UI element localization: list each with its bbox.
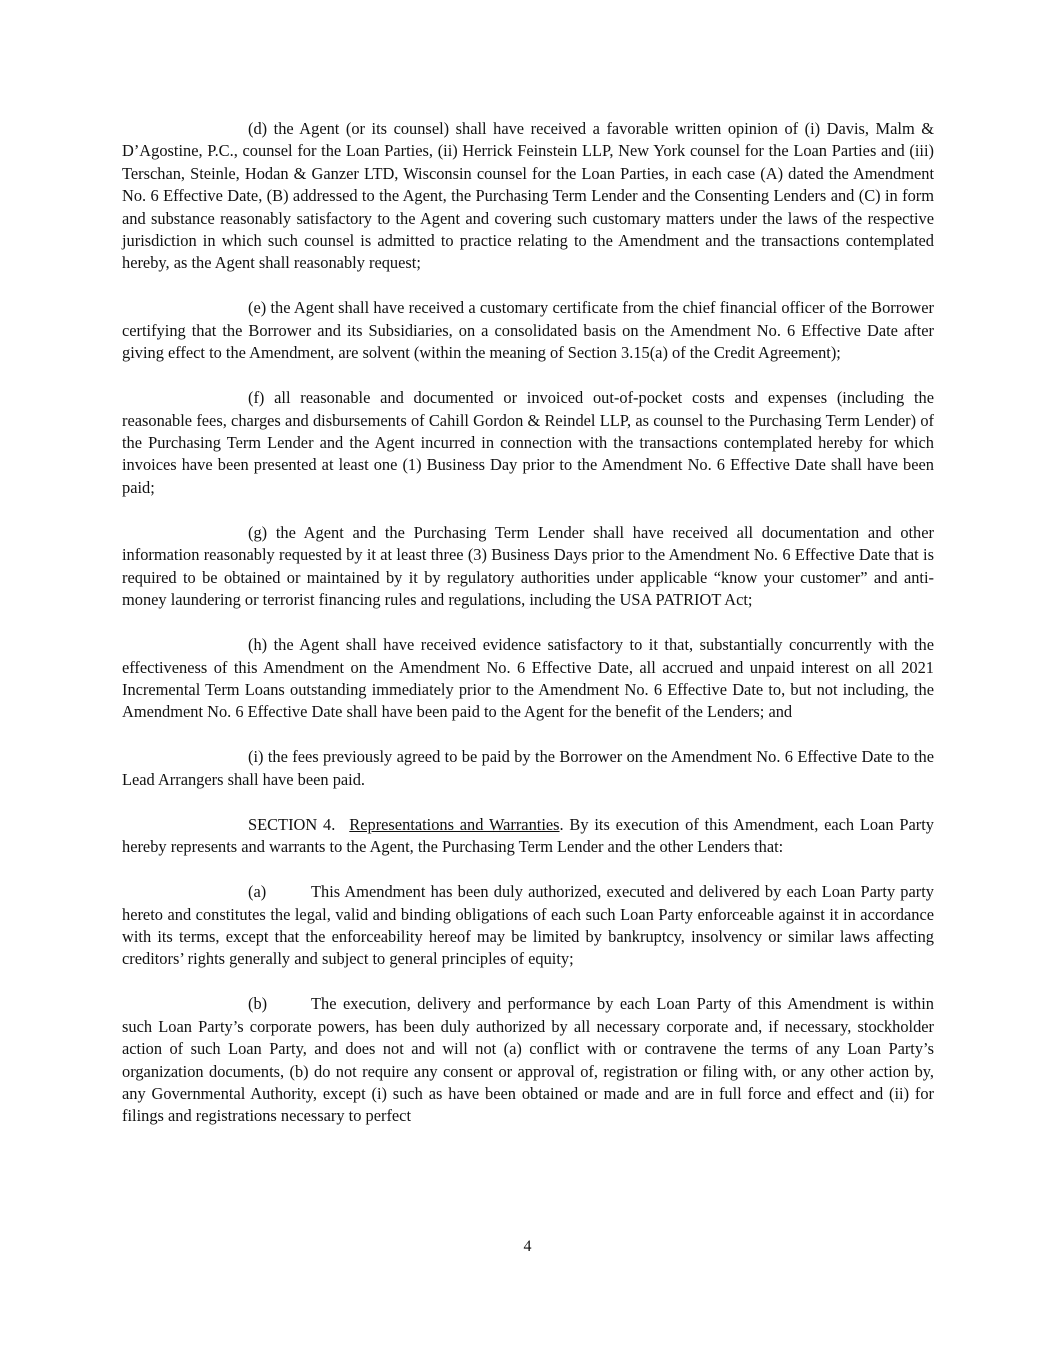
item-label: (a): [248, 882, 267, 902]
document-body: [122, 118, 934, 1150]
item-text: The execution, delivery and performance by each Loan Party of this Amendment is within such Loan Party’s corporate powers, has been duly authorized by all necessary corporate and, if necessary, stockholder action of such Loan Party, and does not and will not (a) conflict with or contravene the terms of any Loan Party’s organization documents, (b) do not require any consent or approval of, registration or filing with, or any other action by, any Governmental Authority, except (i) such as have been obtained or made and are in full force and effect and (ii) for filings and registrations necessary to perfect: [122, 994, 934, 1126]
section-number: SECTION 4.: [248, 814, 336, 834]
paragraph-e: (e) the Agent shall have received a customary certificate from the chief financial officer of the Borrower certifying that the Borrower and its Subsidiaries, on a consolidated basis on the Amendment No. 6 Effective Date after giving effect to the Amendment, are solvent (within the meaning of Section 3.15(a) of the Credit Agreement);: [122, 298, 934, 363]
section-4-item-a: [122, 881, 934, 971]
section-4-item-b: [122, 993, 934, 1127]
page-number: 4: [523, 1238, 532, 1255]
paragraph-f: (f) all reasonable and documented or invoiced out-of-pocket costs and expenses (including the reasonable fees, charges and disbursements of Cahill Gordon & Reindel LLP, as counsel to the Purchasing Term Lender) of the Purchasing Term Lender and the Agent incurred in connection with the transactions contemplated hereby for which invoices have been presented at least one (1) Business Day prior to the Amendment No. 6 Effective Date shall have been paid;: [122, 388, 934, 497]
section-4-heading-paragraph: [122, 814, 934, 859]
paragraph-i: (i) the fees previously agreed to be paid by the Borrower on the Amendment No. 6 Effective Date to the Lead Arrangers shall have been paid.: [122, 747, 934, 789]
paragraph-d: (d) the Agent (or its counsel) shall have received a favorable written opinion of (i) Davis, Malm & D’Agostine, P.C., counsel for the Loan Parties, (ii) Herrick Feinstein LLP, New York counsel for the Loan Parties and (iii) Terschan, Steinle, Hodan & Ganzer LTD, Wisconsin counsel for the Loan Parties, in each case (A) dated the Amendment No. 6 Effective Date, (B) addressed to the Agent, the Purchasing Term Lender and the Consenting Lenders and (C) in form and substance reasonably satisfactory to the Agent and covering such customary matters under the laws of the respective jurisdiction in which such counsel is admitted to practice relating to the Amendment and the transactions contemplated hereby, as the Agent shall reasonably request;: [122, 119, 934, 273]
item-label: (b): [248, 994, 268, 1014]
section-title: Representations and Warranties: [349, 814, 560, 834]
section-intro: . By its execution of this Amendment, each Loan Party hereby represents and warrants to the Agent, the Purchasing Term Lender and the other Lenders that:: [122, 814, 934, 857]
paragraph-h: (h) the Agent shall have received evidence satisfactory to it that, substantially concurrently with the effectiveness of this Amendment on the Amendment No. 6 Effective Date, all accrued and unpaid interest on all 2021 Incremental Term Loans outstanding immediately prior to the Amendment No. 6 Effective Date to, but not including, the Amendment No. 6 Effective Date shall have been paid to the Agent for the benefit of the Lenders; and: [122, 635, 934, 722]
item-text: This Amendment has been duly authorized, executed and delivered by each Loan Party party hereto and constitutes the legal, valid and binding obligations of each such Loan Party enforceable against it in accordance with its terms, except that the enforceability hereof may be limited by bankruptcy, insolvency or similar laws affecting creditors’ rights generally and subject to general principles of equity;: [122, 882, 934, 969]
paragraph-g: (g) the Agent and the Purchasing Term Lender shall have received all documentation and other information reasonably requested by it at least three (3) Business Days prior to the Amendment No. 6 Effective Date that is required to be obtained or maintained by it by regulatory authorities under applicable “know your customer” and anti-money laundering or terrorist financing rules and regulations, including the USA PATRIOT Act;: [122, 522, 934, 610]
